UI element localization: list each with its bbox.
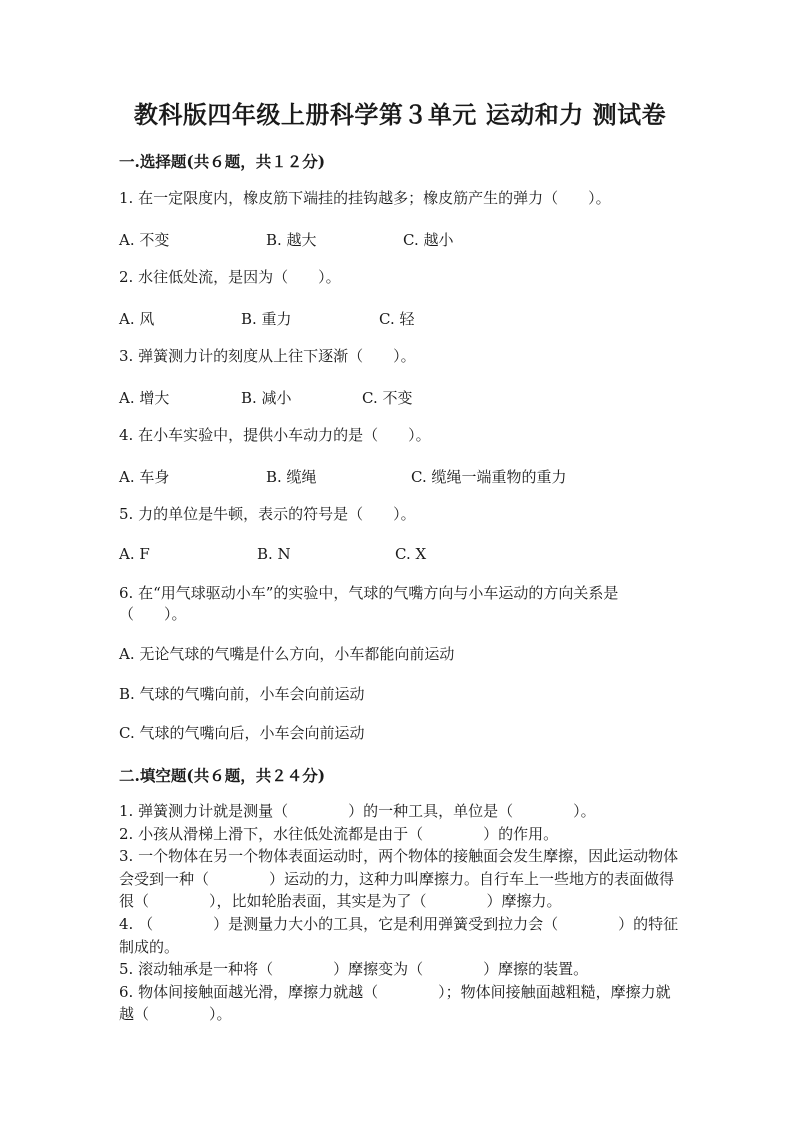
question-stem: 3. 弹簧测力计的刻度从上往下逐渐（ ）。 bbox=[119, 347, 416, 365]
page-title: 教科版四年级上册科学第３单元 运动和力 测试卷 bbox=[133, 100, 667, 129]
option: A. 不变 bbox=[119, 231, 170, 249]
option: C. 不变 bbox=[362, 389, 413, 407]
question-stem: 5. 力的单位是牛顿，表示的符号是（ ）。 bbox=[119, 505, 416, 523]
option: B. 缆绳 bbox=[266, 468, 317, 486]
fill-question: 5. 滚动轴承是一种将（ ）摩擦变为（ ）摩擦的装置。 bbox=[119, 960, 589, 979]
option: B. N bbox=[257, 545, 291, 563]
option: B. 重力 bbox=[241, 310, 292, 328]
option: C. 轻 bbox=[379, 310, 415, 328]
option-row bbox=[119, 229, 679, 251]
option: A. 车身 bbox=[119, 468, 170, 486]
question-stem: 6. 在“用气球驱动小车”的实验中，气球的气嘴方向与小车运动的方向关系是（ ）。 bbox=[119, 584, 619, 623]
option: A. 风 bbox=[119, 310, 155, 328]
option-row bbox=[119, 308, 679, 330]
option: A. 无论气球的气嘴是什么方向，小车都能向前运动 bbox=[119, 645, 455, 663]
fill-question: 6. 物体间接触面越光滑，摩擦力就越（ ）；物体间接触面越粗糙，摩擦力就越（ ）。 bbox=[119, 982, 671, 1024]
section-heading-fill: 二.填空题(共６题，共２４分) bbox=[119, 766, 326, 785]
option: C. 缆绳一端重物的重力 bbox=[411, 468, 567, 486]
option: A. 增大 bbox=[119, 389, 170, 407]
question-stem: 4. 在小车实验中，提供小车动力的是（ ）。 bbox=[119, 426, 431, 444]
question-stem: 1. 在一定限度内，橡皮筋下端挂的挂钩越多；橡皮筋产生的弹力（ ）。 bbox=[119, 189, 611, 207]
option-row bbox=[119, 387, 679, 409]
option: C. 气球的气嘴向后，小车会向前运动 bbox=[119, 724, 365, 742]
fill-question: 3. 一个物体在另一个物体表面运动时，两个物体的接触面会发生摩擦，因此运动物体会受到一种（ ）运动的力，这种力叫摩擦力。自行车上一些地方的表面做得很（ ），比如轮胎表面，其实是为了（ ）摩擦力。 bbox=[119, 847, 679, 911]
option-row bbox=[119, 545, 679, 567]
option: B. 减小 bbox=[241, 389, 292, 407]
question-stem: 2. 水往低处流，是因为（ ）。 bbox=[119, 268, 341, 286]
option-row bbox=[119, 466, 679, 488]
option: B. 越大 bbox=[266, 231, 317, 249]
option: C. X bbox=[395, 545, 427, 563]
fill-question-list bbox=[119, 800, 679, 1026]
option: C. 越小 bbox=[403, 231, 454, 249]
fill-question: 2. 小孩从滑梯上滑下，水往低处流都是由于（ ）的作用。 bbox=[119, 824, 559, 843]
section-heading-choice: 一.选择题(共６题，共１２分) bbox=[119, 152, 326, 171]
fill-question: 4. （ ）是测量力大小的工具，它是利用弹簧受到拉力会（ ）的特征制成的。 bbox=[119, 914, 679, 956]
fill-question: 1. 弹簧测力计就是测量（ ）的一种工具，单位是（ ）。 bbox=[119, 802, 596, 820]
option: B. 气球的气嘴向前，小车会向前运动 bbox=[119, 685, 365, 703]
option: A. F bbox=[119, 545, 150, 563]
